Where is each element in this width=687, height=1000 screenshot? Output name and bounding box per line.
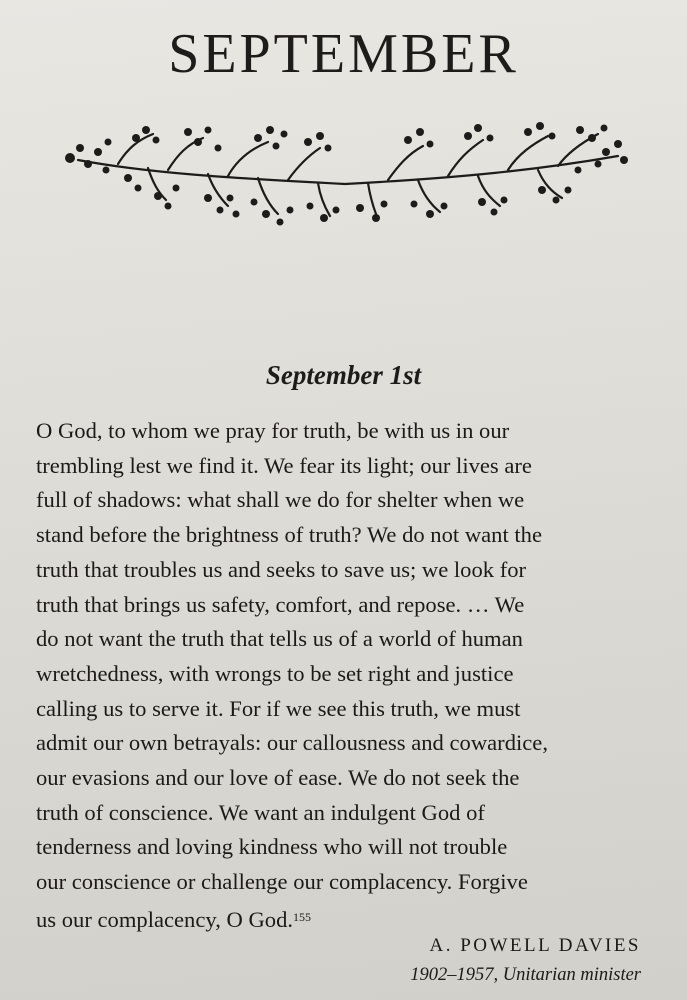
prayer-line: calling us to serve it. For if we see this truth, we must (36, 695, 521, 721)
prayer-line: our conscience or challenge our complacency. Forgive (36, 869, 528, 895)
author-description: 1902–1957, Unitarian minister (410, 965, 641, 985)
footnote-marker: 155 (293, 909, 312, 924)
prayer-line: O God, to whom we pray for truth, be with us in our (36, 418, 510, 443)
prayer-line: tenderness and loving kindness who will not trouble (36, 834, 508, 860)
prayer-line: do not want the truth that tells us of a world of human (36, 626, 523, 652)
page-title: SEPTEMBER (168, 23, 519, 85)
prayer-line: trembling lest we find it. We fear its light; our lives are (36, 452, 532, 478)
author-name: A. POWELL DAVIES (429, 935, 641, 956)
prayer-last-text: us our complacency, O God. (36, 906, 294, 932)
floral-vine-ornament-icon (58, 118, 633, 230)
prayer-line: our evasions and our love of ease. We do not seek the (36, 765, 520, 791)
prayer-line: truth of conscience. We want an indulgent God of (36, 799, 485, 825)
prayer-line: full of shadows: what shall we do for shelter when we (36, 487, 525, 513)
prayer-line: truth that troubles us and seeks to save us; we look for (36, 556, 527, 582)
prayer-line: stand before the brightness of truth? We do not want the (36, 522, 542, 548)
prayer-line-last (36, 900, 636, 938)
prayer-line: truth that brings us safety, comfort, and repose. … We (36, 591, 525, 617)
prayer-text (36, 414, 636, 938)
prayer-line: wretchedness, with wrongs to be set right and justice (36, 660, 514, 686)
prayer-line: admit our own betrayals: our callousness and cowardice, (36, 730, 548, 756)
day-heading: September 1st (265, 360, 422, 390)
